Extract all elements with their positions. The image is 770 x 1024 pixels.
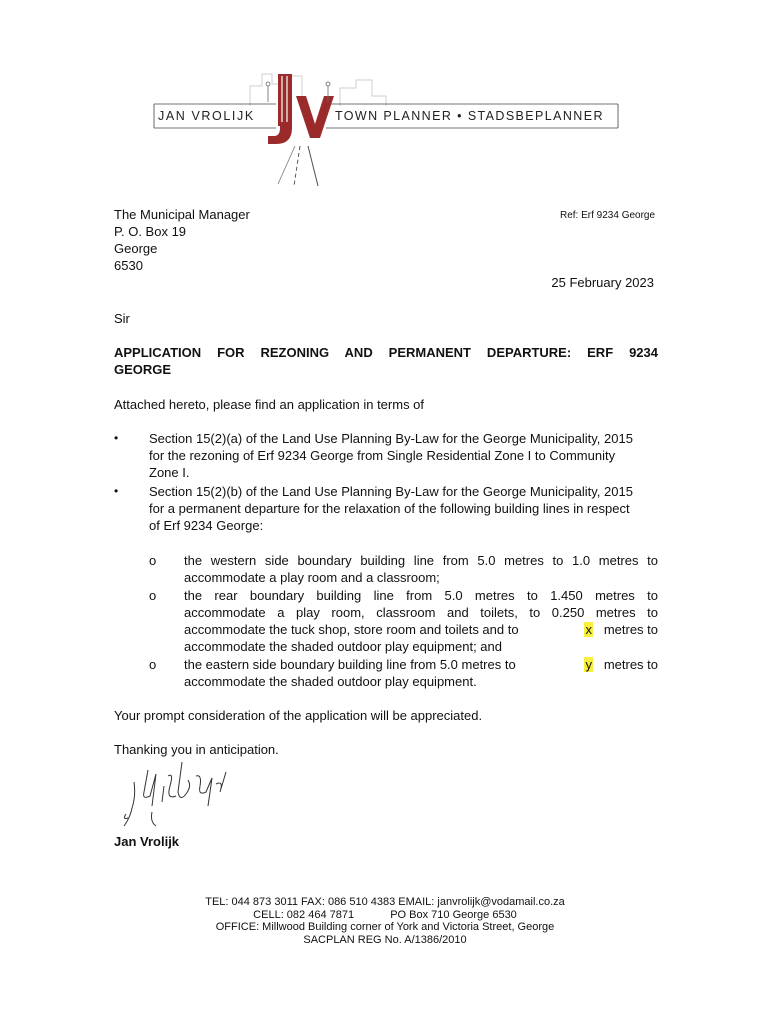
bullet-marker: • bbox=[114, 484, 119, 498]
footer-line: CELL: 082 464 7871 PO Box 710 George 6530 bbox=[253, 908, 517, 921]
recipient-line: George bbox=[114, 241, 158, 256]
highlighted-value: y bbox=[585, 657, 592, 672]
reference: Ref: Erf 9234 George bbox=[560, 210, 656, 221]
footer-line: OFFICE: Millwood Building corner of York and Victoria Street, George bbox=[215, 921, 555, 933]
bullet-marker: • bbox=[114, 431, 119, 445]
recipient-line: P. O. Box 19 bbox=[114, 224, 187, 239]
handwritten-signature bbox=[112, 756, 232, 832]
sub-item: the rear boundary building line from 5.0 metres to 1.450 metres to accommodate a play room, classroom and toilets, to 0.250 metres to accommodate the tuck shop, store room and toilets and to x metres to accommodate the shaded outdoor play equipment; and bbox=[184, 588, 658, 654]
intro-text: Attached hereto, please find an application in terms of bbox=[114, 397, 425, 412]
recipient-address bbox=[114, 206, 250, 274]
bullet-item: Section 15(2)(b) of the Land Use Planning By-Law for the George Municipality, 2015 for a permanent departure for the relaxation of the following building lines in respect of Erf 9234 George: bbox=[149, 484, 633, 533]
footer-line: SACPLAN REG No. A/1386/2010 bbox=[303, 933, 467, 946]
sub-bullet-marker: o bbox=[149, 553, 157, 568]
letter-date: 25 February 2023 bbox=[551, 275, 654, 290]
subject-line-1: APPLICATION FOR REZONING AND PERMANENT DEPARTURE: ERF 9234 bbox=[114, 345, 658, 360]
subject-line-2: GEORGE bbox=[114, 362, 172, 377]
closing-thanks: Thanking you in anticipation. bbox=[114, 742, 279, 757]
footer-contact bbox=[0, 896, 770, 946]
letterhead-logo bbox=[150, 66, 620, 190]
signatory-name: Jan Vrolijk bbox=[114, 834, 180, 849]
subject-heading bbox=[114, 344, 658, 378]
closing-text: Your prompt consideration of the application will be appreciated. bbox=[114, 708, 483, 723]
sub-item: the eastern side boundary building line from 5.0 metres to y metres to accommodate the shaded outdoor play equipment. bbox=[184, 657, 658, 689]
recipient-line: 6530 bbox=[114, 258, 143, 273]
letterhead bbox=[150, 66, 620, 190]
letterhead-title: TOWN PLANNER • STADSBEPLANNER bbox=[335, 109, 604, 123]
sub-bullet-marker: o bbox=[149, 657, 157, 672]
sub-item: the western side boundary building line from 5.0 metres to 1.0 metres to accommodate a play room and a classroom; bbox=[184, 553, 658, 585]
footer-line: TEL: 044 873 3011 FAX: 086 510 4383 EMAIL: janvrolijk@vodamail.co.za bbox=[205, 896, 565, 908]
highlighted-value: x bbox=[585, 622, 592, 637]
letterhead-name: JAN VROLIJK bbox=[158, 109, 255, 123]
recipient-line: The Municipal Manager bbox=[114, 207, 250, 222]
sub-bullet-marker: o bbox=[149, 588, 157, 603]
bullet-item: Section 15(2)(a) of the Land Use Planning By-Law for the George Municipality, 2015 for the rezoning of Erf 9234 George from Single Residential Zone I to Community Zone I. bbox=[149, 431, 633, 480]
salutation: Sir bbox=[114, 311, 130, 326]
